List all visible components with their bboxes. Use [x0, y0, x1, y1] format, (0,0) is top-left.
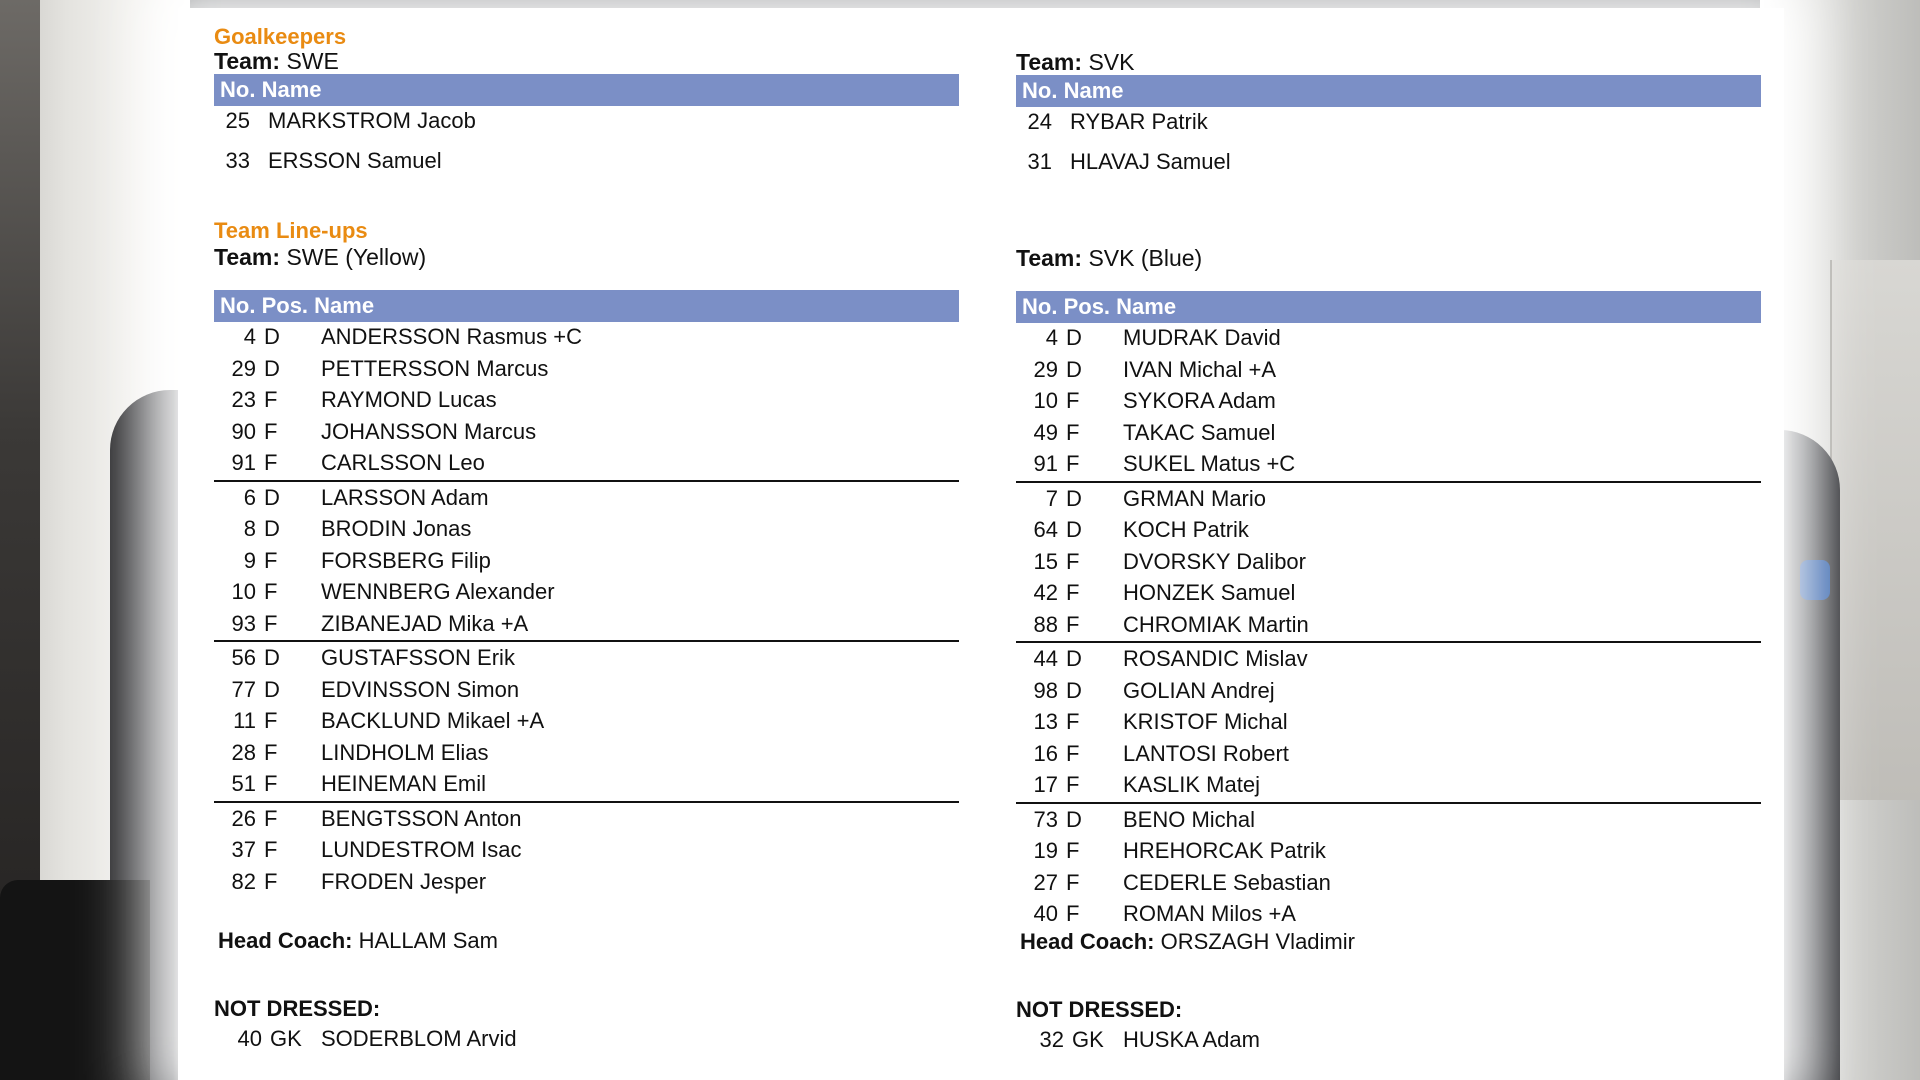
- player-number: 10: [1033, 388, 1058, 413]
- gk-table-header: [1016, 75, 1761, 107]
- player-name: HREHORCAK Patrik: [1123, 838, 1326, 863]
- player-row: [1016, 547, 1761, 579]
- player-name: KASLIK Matej: [1123, 772, 1260, 797]
- player-position: F: [264, 771, 278, 796]
- player-number: 4: [243, 324, 256, 349]
- player-position: D: [1066, 646, 1082, 671]
- player-name: DVORSKY Dalibor: [1123, 548, 1306, 574]
- player-number: 90: [231, 418, 256, 444]
- player-row: [214, 804, 959, 836]
- microphone-icon: [1800, 560, 1830, 600]
- player-position: GK: [270, 1026, 302, 1051]
- gk-name: HLAVAJ Samuel: [1070, 149, 1231, 174]
- line-divider: [214, 640, 959, 642]
- player-number: 29: [231, 355, 256, 381]
- player-position: F: [264, 868, 278, 894]
- player-position: F: [1066, 451, 1080, 476]
- player-number: 11: [233, 708, 256, 733]
- player-row: [1016, 418, 1761, 450]
- player-name: RAYMOND Lucas: [321, 387, 497, 412]
- line-divider: [1016, 641, 1761, 643]
- header-name: Name: [261, 77, 322, 102]
- not-dressed-heading: NOT DRESSED:: [214, 996, 381, 1021]
- player-name: LANTOSI Robert: [1123, 740, 1289, 766]
- player-position: F: [1066, 901, 1080, 926]
- player-row: [1016, 323, 1761, 355]
- player-position: F: [1066, 709, 1080, 734]
- player-position: F: [264, 708, 278, 733]
- lineup-table-header: [1016, 291, 1761, 323]
- team-prefix: Team:: [214, 48, 281, 74]
- player-row: [1016, 836, 1761, 868]
- player-number: 28: [231, 739, 256, 765]
- player-name: JOHANSSON Marcus: [321, 418, 537, 444]
- gk-number: 33: [225, 148, 250, 173]
- player-row: [1016, 676, 1761, 708]
- header-name: Name: [314, 293, 375, 318]
- player-number: 98: [1033, 677, 1058, 703]
- player-number: 7: [1045, 485, 1058, 511]
- player-name: GUSTAFSSON Erik: [321, 645, 515, 670]
- line-divider: [1016, 802, 1761, 804]
- header-name: Name: [1063, 78, 1124, 103]
- not-dressed-row: [214, 1024, 959, 1054]
- player-number: 23: [231, 387, 256, 412]
- player-row: [1016, 899, 1761, 931]
- player-number: 93: [231, 610, 256, 636]
- line-divider: [214, 480, 959, 482]
- player-name: GRMAN Mario: [1123, 485, 1267, 511]
- player-number: 37: [231, 837, 256, 862]
- player-position: F: [264, 418, 278, 444]
- gk-team-name: SVK: [1088, 49, 1135, 75]
- player-position: F: [264, 739, 278, 765]
- player-position: F: [264, 450, 278, 475]
- player-name: SUKEL Matus +C: [1123, 451, 1296, 476]
- player-name: LINDHOLM Elias: [321, 739, 489, 765]
- player-name: LUNDESTROM Isac: [321, 837, 522, 862]
- player-row: [214, 514, 959, 546]
- background-right: [1760, 0, 1920, 1080]
- player-position: F: [264, 837, 278, 862]
- gk-name: RYBAR Patrik: [1070, 109, 1208, 134]
- lineup-list: [214, 322, 959, 898]
- player-name: FRODEN Jesper: [321, 868, 487, 894]
- line-divider: [1016, 481, 1761, 483]
- coach-name: ORSZAGH Vladimir: [1160, 929, 1355, 954]
- player-name: ROMAN Milos +A: [1123, 901, 1296, 926]
- player-row: [214, 835, 959, 867]
- gk-table-header: [214, 74, 959, 106]
- team-prefix: Team:: [1016, 245, 1083, 271]
- player-row: [214, 769, 959, 801]
- player-row: [1016, 515, 1761, 547]
- player-name: ZIBANEJAD Mika +A: [321, 610, 529, 636]
- lineups-heading: Team Line-ups: [214, 218, 368, 243]
- player-name: EDVINSSON Simon: [321, 676, 520, 702]
- player-name: CARLSSON Leo: [321, 450, 485, 475]
- player-name: SYKORA Adam: [1123, 388, 1276, 413]
- line-divider: [214, 801, 959, 803]
- player-position: D: [1066, 325, 1082, 350]
- player-position: F: [1066, 740, 1080, 766]
- player-row: [1016, 644, 1761, 676]
- background-chair: [0, 880, 150, 1080]
- team-prefix: Team:: [1016, 49, 1083, 75]
- player-name: KRISTOF Michal: [1123, 709, 1288, 734]
- player-row: [1016, 707, 1761, 739]
- player-number: 32: [1039, 1027, 1064, 1052]
- player-number: 88: [1033, 611, 1058, 637]
- player-number: 27: [1033, 869, 1058, 895]
- player-row: [214, 385, 959, 417]
- player-number: 40: [237, 1026, 262, 1051]
- player-row: [214, 675, 959, 707]
- not-dressed-row: [1016, 1025, 1761, 1055]
- player-number: 49: [1033, 419, 1058, 445]
- player-position: F: [264, 579, 278, 604]
- lineup-team-name: SVK (Blue): [1088, 245, 1203, 271]
- player-number: 56: [231, 645, 256, 670]
- not-dressed-heading: NOT DRESSED:: [1016, 997, 1183, 1022]
- player-position: D: [264, 355, 280, 381]
- player-name: SODERBLOM Arvid: [321, 1026, 517, 1051]
- head-coach: [218, 928, 498, 954]
- player-row: [214, 738, 959, 770]
- goalkeepers-heading: Goalkeepers: [214, 24, 347, 49]
- player-row: [214, 417, 959, 449]
- background-left: [0, 0, 190, 1080]
- player-row: [214, 577, 959, 609]
- header-pos: Pos.: [261, 293, 309, 318]
- player-row: [1016, 449, 1761, 481]
- gk-name: MARKSTROM Jacob: [268, 108, 476, 133]
- player-position: F: [1066, 838, 1080, 863]
- header-name: Name: [1116, 294, 1177, 319]
- player-number: 15: [1033, 548, 1058, 574]
- player-name: FORSBERG Filip: [321, 547, 491, 573]
- player-number: 91: [231, 450, 256, 475]
- player-number: 26: [231, 805, 256, 831]
- player-number: 17: [1033, 772, 1058, 797]
- lineup-team-name: SWE (Yellow): [286, 244, 427, 270]
- player-name: IVAN Michal +A: [1123, 356, 1277, 382]
- coach-prefix: Head Coach:: [218, 928, 353, 953]
- player-position: F: [1066, 388, 1080, 413]
- player-number: 51: [231, 771, 256, 796]
- background-cabinet: [1830, 260, 1920, 800]
- header-no: No.: [220, 293, 256, 318]
- player-name: ROSANDIC Mislav: [1123, 646, 1308, 671]
- player-name: LARSSON Adam: [321, 484, 489, 510]
- player-position: D: [264, 645, 280, 670]
- player-position: D: [264, 484, 280, 510]
- player-number: 19: [1033, 838, 1058, 863]
- player-position: D: [1066, 806, 1082, 832]
- player-number: 40: [1033, 901, 1058, 926]
- player-position: F: [1066, 869, 1080, 895]
- player-row: [214, 609, 959, 641]
- player-position: F: [264, 610, 278, 636]
- player-name: KOCH Patrik: [1123, 517, 1249, 542]
- player-row: [1016, 578, 1761, 610]
- player-position: D: [1066, 356, 1082, 382]
- player-position: F: [1066, 548, 1080, 574]
- gk-number: 31: [1027, 149, 1052, 174]
- header-no: No.: [1022, 78, 1058, 103]
- player-name: WENNBERG Alexander: [321, 579, 555, 604]
- coach-name: HALLAM Sam: [358, 928, 498, 953]
- player-position: D: [1066, 677, 1082, 703]
- player-number: 16: [1033, 740, 1058, 766]
- gk-team-name: SWE: [286, 48, 339, 74]
- player-number: 82: [231, 868, 256, 894]
- player-row: [1016, 805, 1761, 837]
- player-row: [1016, 386, 1761, 418]
- player-position: F: [1066, 611, 1080, 637]
- player-row: [214, 643, 959, 675]
- player-row: [1016, 868, 1761, 900]
- player-position: D: [264, 516, 280, 541]
- player-row: [1016, 610, 1761, 642]
- player-position: D: [1066, 517, 1082, 542]
- player-position: D: [264, 676, 280, 702]
- player-row: [214, 322, 959, 354]
- player-number: 42: [1033, 580, 1058, 605]
- player-number: 73: [1033, 806, 1058, 832]
- player-number: 44: [1033, 646, 1058, 671]
- player-number: 91: [1033, 451, 1058, 476]
- header-no: No.: [1022, 294, 1058, 319]
- player-position: F: [1066, 772, 1080, 797]
- player-name: TAKAC Samuel: [1123, 419, 1276, 445]
- lineup-table-header: [214, 290, 959, 322]
- player-row: [214, 448, 959, 480]
- player-number: 4: [1045, 325, 1058, 350]
- head-coach: [1020, 929, 1355, 955]
- player-row: [214, 483, 959, 515]
- player-row: [214, 706, 959, 738]
- player-name: HEINEMAN Emil: [321, 771, 487, 796]
- gk-team-label: [1016, 49, 1134, 76]
- player-number: 64: [1033, 517, 1058, 542]
- player-name: GOLIAN Andrej: [1123, 677, 1275, 703]
- player-position: GK: [1072, 1027, 1104, 1052]
- player-position: F: [1066, 419, 1080, 445]
- player-position: D: [264, 324, 280, 349]
- lineup-team-label: [1016, 245, 1202, 272]
- player-number: 77: [231, 676, 256, 702]
- player-name: CEDERLE Sebastian: [1123, 869, 1331, 895]
- player-name: BACKLUND Mikael +A: [321, 708, 545, 733]
- player-number: 10: [231, 579, 256, 604]
- player-number: 9: [243, 547, 256, 573]
- player-name: BRODIN Jonas: [321, 516, 472, 541]
- player-name: ANDERSSON Rasmus +C: [321, 324, 583, 349]
- player-name: BENO Michal: [1123, 806, 1256, 832]
- lineup-list: [1016, 323, 1761, 931]
- coach-prefix: Head Coach:: [1020, 929, 1155, 954]
- player-name: MUDRAK David: [1123, 325, 1281, 350]
- header-no: No.: [220, 77, 256, 102]
- player-position: F: [264, 805, 278, 831]
- player-number: 8: [243, 516, 256, 541]
- player-name: PETTERSSON Marcus: [321, 355, 549, 381]
- player-name: CHROMIAK Martin: [1123, 611, 1309, 637]
- gk-team-label: [214, 48, 339, 75]
- player-row: [1016, 770, 1761, 802]
- player-row: [1016, 739, 1761, 771]
- player-row: [1016, 484, 1761, 516]
- gk-number: 25: [225, 108, 250, 133]
- lineup-document: [178, 8, 1784, 1080]
- player-row: [214, 354, 959, 386]
- player-row: [1016, 355, 1761, 387]
- player-number: 29: [1033, 356, 1058, 382]
- player-name: BENGTSSON Anton: [321, 805, 522, 831]
- player-position: F: [264, 547, 278, 573]
- player-number: 6: [243, 484, 256, 510]
- lineup-team-label: [214, 244, 426, 271]
- player-position: F: [264, 387, 278, 412]
- gk-name: ERSSON Samuel: [268, 148, 442, 173]
- team-prefix: Team:: [214, 244, 281, 270]
- player-number: 13: [1033, 709, 1058, 734]
- header-pos: Pos.: [1063, 294, 1111, 319]
- player-name: HONZEK Samuel: [1123, 580, 1296, 605]
- player-position: D: [1066, 485, 1082, 511]
- player-row: [214, 546, 959, 578]
- gk-number: 24: [1027, 109, 1052, 134]
- player-position: F: [1066, 580, 1080, 605]
- player-name: HUSKA Adam: [1123, 1027, 1260, 1052]
- player-row: [214, 867, 959, 899]
